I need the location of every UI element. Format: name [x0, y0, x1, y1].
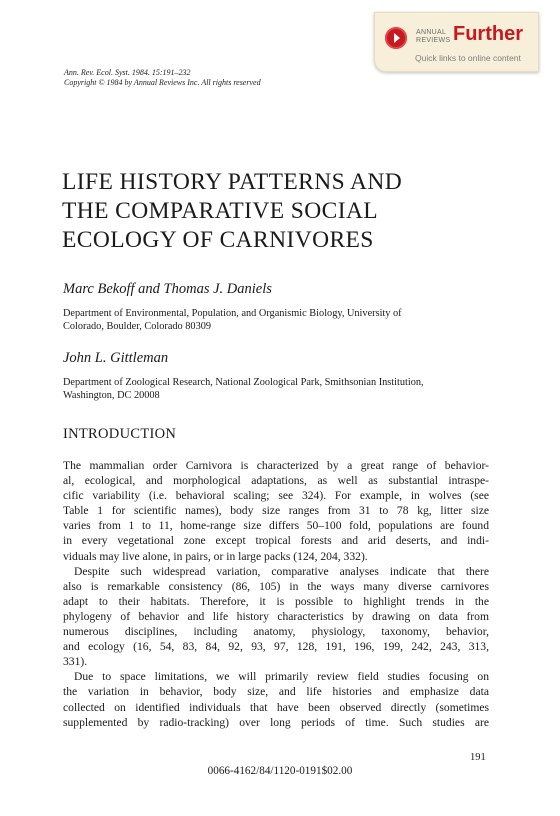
title-line: ECOLOGY OF CARNIVORES [62, 227, 374, 253]
badge-subtitle: Quick links to online content [415, 53, 521, 63]
body-line: the variation in behavior, body size, and life histories and emphasize data [63, 685, 489, 699]
body-line: viduals may live alone, in pairs, or in large packs (124, 204, 332). [63, 549, 368, 563]
badge-further-label: Further [453, 23, 523, 45]
journal-reference [64, 68, 261, 88]
body-line: cific variability (i.e. behavioral scaling; see 324). For example, in wolves (see [63, 489, 489, 503]
body-line: and ecology (16, 54, 83, 84, 92, 93, 97, 128, 191, 196, 199, 242, 243, 313, [63, 640, 489, 654]
body-line: al, ecological, and morphological adaptations, as well as substantial intraspe- [63, 474, 489, 488]
page-number: 191 [470, 752, 486, 763]
body-text [63, 458, 489, 730]
author-names-1: Marc Bekoff and Thomas J. Daniels [63, 281, 272, 297]
author-affiliation-1 [63, 307, 491, 333]
affiliation-line: Department of Environmental, Population, and Organismic Biology, University of [63, 308, 402, 319]
journal-citation: Ann. Rev. Ecol. Syst. 1984. 15:191–232 [64, 68, 191, 77]
body-line: also is remarkable consistency (86, 105) in the ways many diverse carnivores [63, 579, 489, 593]
article-code: 0066-4162/84/1120-0191$02.00 [207, 765, 353, 777]
body-line: 331). [63, 655, 88, 669]
affiliation-line: Colorado, Boulder, Colorado 80309 [63, 321, 212, 332]
article-title [62, 168, 482, 255]
badge-reviews-label: REVIEWS [416, 37, 451, 44]
annual-reviews-logo-icon [385, 27, 407, 49]
affiliation-line: Department of Zoological Research, National Zoological Park, Smithsonian Institution, [63, 377, 424, 388]
title-line: THE COMPARATIVE SOCIAL [62, 198, 379, 224]
author-affiliation-2 [63, 376, 491, 402]
body-line: varies from 1 to 11, home-range size differs 50–100 fold, populations are found [63, 519, 489, 533]
further-badge[interactable] [374, 12, 539, 72]
journal-copyright: Copyright © 1984 by Annual Reviews Inc. All rights reserved [64, 78, 261, 87]
author-names-2: John L. Gittleman [63, 350, 169, 366]
affiliation-line: Washington, DC 20008 [63, 390, 160, 401]
body-line: adapt to their habitats. Therefore, it is possible to highlight trends in the [63, 594, 489, 608]
badge-annual-label: ANNUAL [416, 29, 447, 36]
body-line: Due to space limitations, we will primarily review field studies focusing on [74, 670, 489, 684]
section-heading-introduction: INTRODUCTION [63, 426, 177, 442]
body-line: Table 1 for scientific names), body size ranges from 31 to 78 kg, litter size [63, 504, 489, 518]
body-line: Despite such widespread variation, comparative analyses indicate that there [74, 564, 489, 578]
body-line: collected on identified individuals that have been observed directly (sometimes [63, 700, 489, 714]
body-line: phylogeny of behavior and life history characteristics by drawing on data from [63, 609, 489, 623]
title-line: LIFE HISTORY PATTERNS AND [62, 169, 403, 195]
body-line: in every vegetational zone except tropical forests and arid deserts, and indi- [63, 534, 489, 548]
body-line: supplemented by radio-tracking) over long periods of time. Such studies are [63, 715, 489, 729]
body-line: The mammalian order Carnivora is characterized by a great range of behavior- [63, 459, 489, 472]
body-line: numerous disciplines, including anatomy, physiology, taxonomy, behavior, [63, 625, 489, 639]
